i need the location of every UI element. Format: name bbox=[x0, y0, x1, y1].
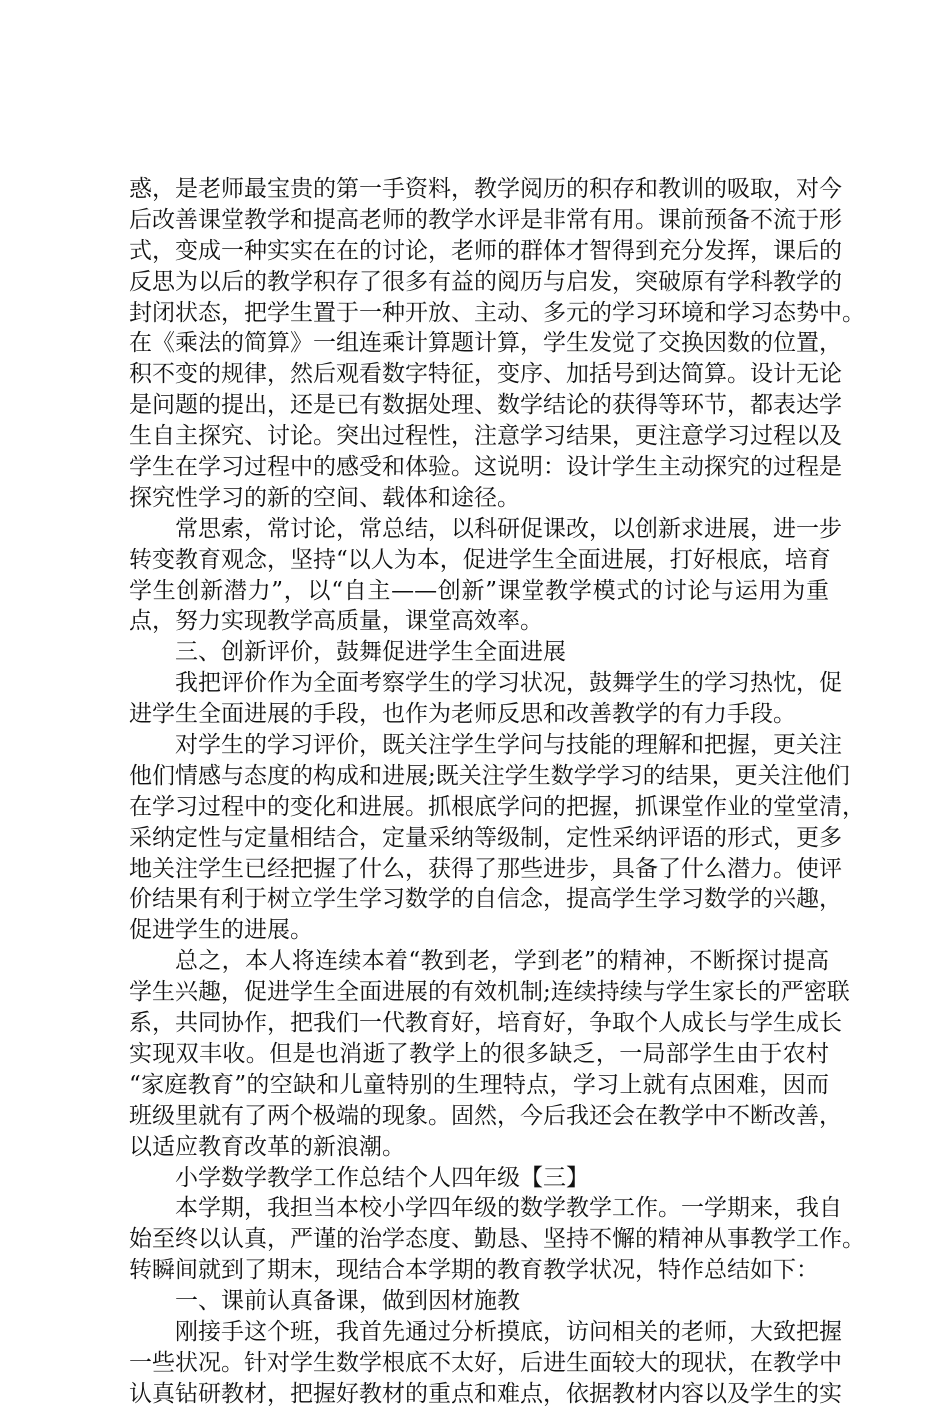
text-line: 一、课前认真备课，做到因材施教 bbox=[175, 1288, 520, 1315]
text-line: 刚接手这个班，我首先通过分析摸底，访问相关的老师，大致把握 bbox=[175, 1318, 842, 1345]
document-body bbox=[129, 174, 865, 1410]
text-line: 转瞬间就到了期末，现结合本学期的教育教学状况，特作总结如下： bbox=[129, 1257, 819, 1284]
text-line: 以适应教育改革的新浪潮。 bbox=[129, 1133, 405, 1160]
text-line: 认真钻研教材，把握好教材的重点和难点，依据教材内容以及学生的实 bbox=[129, 1380, 842, 1407]
text-line: 进学生全面进展的手段，也作为老师反思和改善教学的有力手段。 bbox=[129, 701, 796, 728]
text-line: 探究性学习的新的空间、载体和途径。 bbox=[129, 484, 520, 511]
text-line: 在《乘法的简算》一组连乘计算题计算，学生发觉了交换因数的位置， bbox=[129, 330, 842, 357]
text-line: 小学数学教学工作总结个人四年级【三】 bbox=[175, 1164, 589, 1191]
text-line: 常思索，常讨论，常总结，以科研促课改，以创新求进展，进一步 bbox=[175, 515, 842, 542]
text-line: “家庭教育”的空缺和儿童特别的生理特点，学习上就有点困难，因而 bbox=[129, 1071, 829, 1098]
text-line: 对学生的学习评价，既关注学生学问与技能的理解和把握，更关注 bbox=[175, 732, 842, 759]
text-line: 学生兴趣，促进学生全面进展的有效机制;连续持续与学生家长的严密联 bbox=[129, 979, 850, 1006]
text-line: 始至终以认真，严谨的治学态度、勤恳、坚持不懈的精神从事教学工作。 bbox=[129, 1226, 865, 1253]
text-line: 反思为以后的教学积存了很多有益的阅历与启发，突破原有学科教学的 bbox=[129, 268, 842, 295]
text-line: 系，共同协作，把我们一代教育好，培育好，争取个人成长与学生成长 bbox=[129, 1010, 842, 1037]
text-line: 班级里就有了两个极端的现象。固然，今后我还会在教学中不断改善， bbox=[129, 1102, 842, 1129]
text-line: 是问题的提出，还是已有数据处理、数学结论的获得等环节，都表达学 bbox=[129, 392, 842, 419]
text-line: 他们情感与态度的构成和进展;既关注学生数学学习的结果，更关注他们 bbox=[129, 762, 850, 789]
text-line: 生自主探究、讨论。突出过程性，注意学习结果，更注意学习过程以及 bbox=[129, 423, 842, 450]
text-line: 三、创新评价，鼓舞促进学生全面进展 bbox=[175, 639, 566, 666]
text-line: 积不变的规律，然后观看数字特征，变序、加括号到达简算。设计无论 bbox=[129, 361, 842, 388]
text-line: 实现双丰收。但是也消逝了教学上的很多缺乏，一局部学生由于农村 bbox=[129, 1040, 829, 1067]
text-line: 惑，是老师最宝贵的第一手资料，教学阅历的积存和教训的吸取，对今 bbox=[129, 176, 842, 202]
text-line: 式，变成一种实实在在的讨论，老师的群体才智得到充分发挥，课后的 bbox=[129, 237, 842, 264]
text-line: 促进学生的进展。 bbox=[129, 917, 313, 944]
text-line: 我把评价作为全面考察学生的学习状况，鼓舞学生的学习热忱，促 bbox=[175, 670, 842, 697]
text-line: 后改善课堂教学和提高老师的教学水评是非常有用。课前预备不流于形 bbox=[129, 206, 842, 233]
text-line: 价结果有利于树立学生学习数学的自信念，提高学生学习数学的兴趣， bbox=[129, 886, 842, 913]
text-line: 学生创新潜力”，以“自主——创新”课堂教学模式的讨论与运用为重 bbox=[129, 577, 829, 604]
text-line: 点，努力实现教学高质量，课堂高效率。 bbox=[129, 608, 543, 635]
text-line: 封闭状态，把学生置于一种开放、主动、多元的学习环境和学习态势中。 bbox=[129, 299, 865, 326]
text-line: 转变教育观念，坚持“以人为本，促进学生全面进展，打好根底，培育 bbox=[129, 546, 831, 573]
text-line: 学生在学习过程中的感受和体验。这说明：设计学生主动探究的过程是 bbox=[129, 454, 842, 481]
text-line: 一些状况。针对学生数学根底不太好，后进生面较大的现状，在教学中 bbox=[129, 1349, 842, 1376]
text-line: 采纳定性与定量相结合，定量采纳等级制，定性采纳评语的形式，更多 bbox=[129, 824, 842, 851]
text-line: 总之，本人将连续本着“教到老，学到老”的精神，不断探讨提高 bbox=[175, 948, 829, 975]
text-line: 本学期，我担当本校小学四年级的数学教学工作。一学期来，我自 bbox=[175, 1195, 842, 1222]
text-line: 在学习过程中的变化和进展。抓根底学问的把握，抓课堂作业的堂堂清， bbox=[129, 793, 865, 820]
text-line: 地关注学生已经把握了什么，获得了那些进步，具备了什么潜力。使评 bbox=[129, 855, 842, 882]
